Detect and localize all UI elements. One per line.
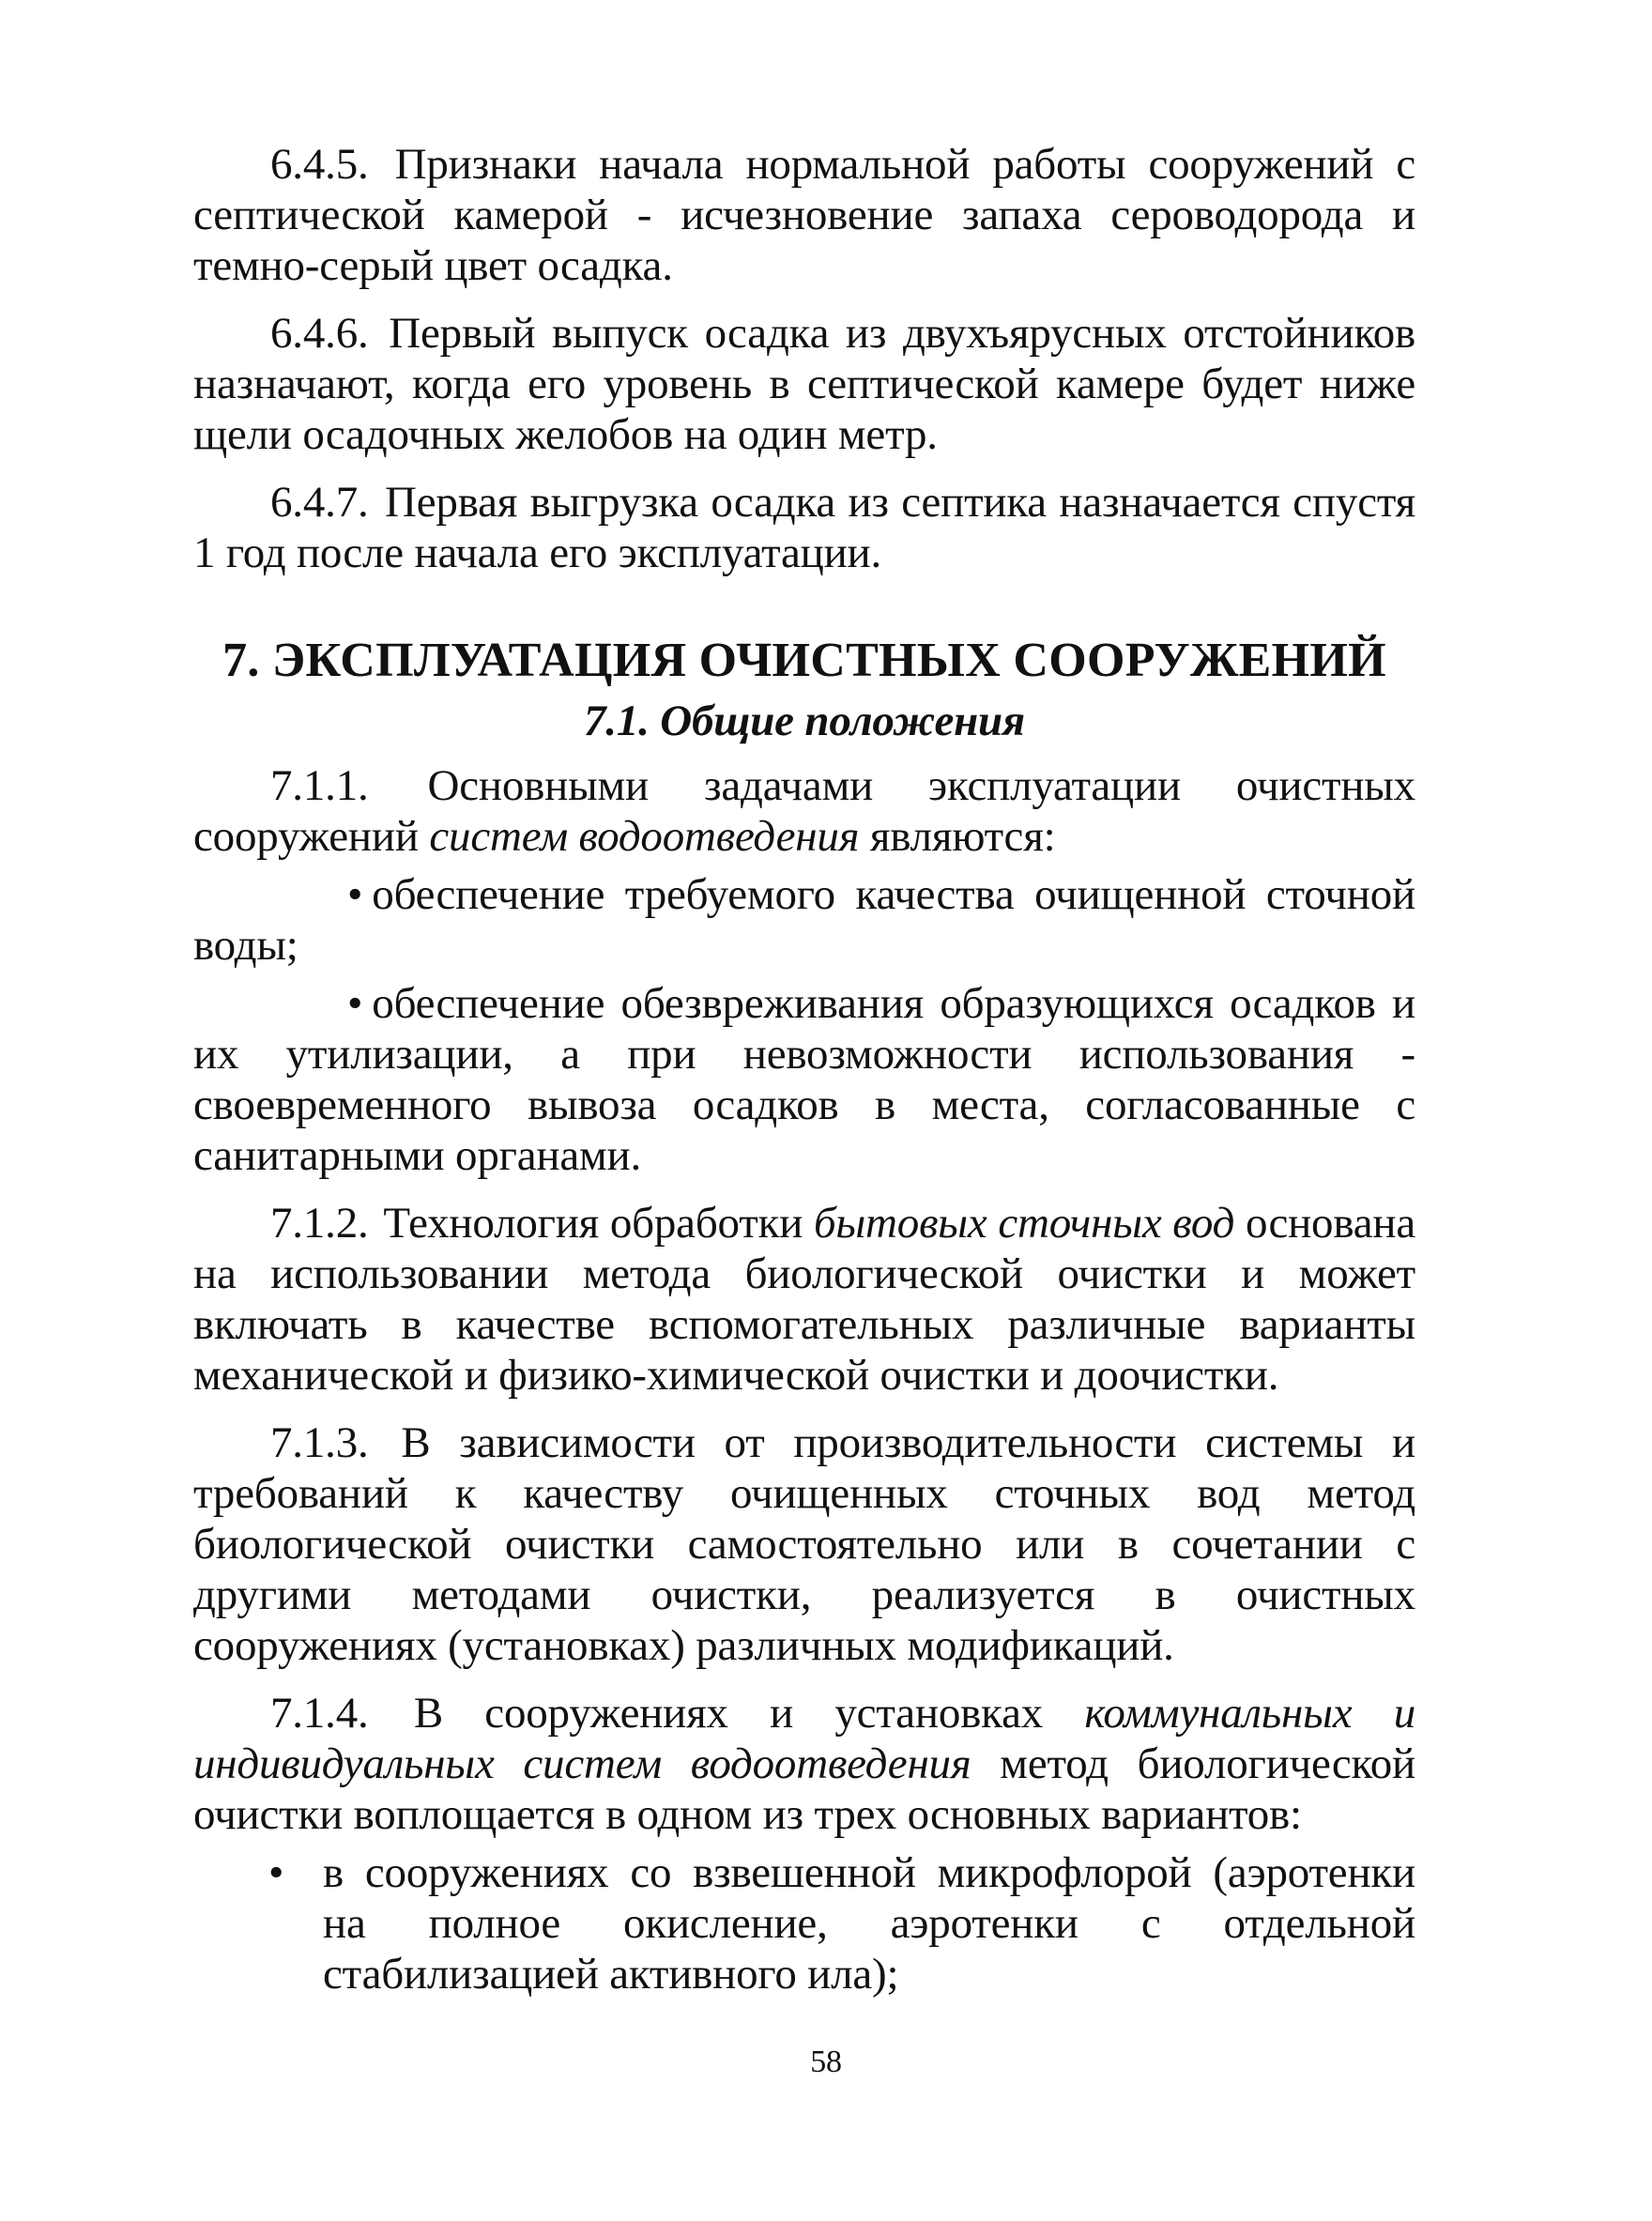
paragraph-7-1-4 <box>193 1688 1415 1840</box>
page-number: 58 <box>810 2045 842 2079</box>
paragraph-text-after: являются: <box>869 812 1056 861</box>
paragraph-text: Первый выпуск осадка из двухъярусных отстойников назначают, когда его уровень в септической камере будет ниже щели осадочных желобов на один метр. <box>193 309 1416 459</box>
paragraph-6-4-5 <box>193 139 1415 291</box>
paragraph-text-before: Технология обработки <box>383 1199 803 1248</box>
bullet-icon: • <box>347 870 363 919</box>
bullet-text: обеспечение обезвреживания образующихся осадков и их утилизации, а при невозможности использования - своевременного вывоза осадков в места, согласованные с санитарными органами. <box>193 979 1415 1180</box>
paragraph-text: В зависимости от производительности системы и требований к качеству очищенных сточных вод метод биологической очистки самостоятельно или в сочетании с другими методами очистки, реализуется в очистных сооружениях (установках) различных модификаций. <box>193 1418 1415 1670</box>
paragraph-number: 7.1.1. <box>270 761 369 810</box>
paragraph-number: 6.4.5. <box>270 140 369 189</box>
variant-list <box>193 1847 1415 1999</box>
paragraph-text: Первая выгрузка осадка из септика назначается спустя 1 год после начала его эксплуатации. <box>193 478 1415 577</box>
list-item-text: в сооружениях со взвешенной микрофлорой (аэротенки на полное окисление, аэротенки с отдельной стабилизацией активного ила); <box>323 1848 1415 1999</box>
paragraph-6-4-7 <box>193 477 1415 578</box>
bullet-icon: • <box>268 1848 284 1897</box>
bullet-item <box>193 869 1415 971</box>
paragraph-text-after: метод биологической очистки воплощается в одном из трех основных вариантов: <box>193 1739 1415 1839</box>
section-title: 7.1. Общие положения <box>584 697 1025 745</box>
paragraph-7-1-1 <box>193 760 1415 862</box>
paragraph-text-after: основана на использовании метода биологической очистки и может включать в качестве вспомогательных различные варианты механической и физико-химической очистки и доочистки. <box>193 1199 1415 1400</box>
emphasis-text: систем водоотведения <box>429 812 860 861</box>
bullet-text: обеспечение требуемого качества очищенной сточной воды; <box>193 870 1415 970</box>
paragraph-text-before: В сооружениях и установках <box>413 1689 1044 1738</box>
paragraph-text: Признаки начала нормальной работы сооружений с септической камерой - исчезновение запаха сероводорода и темно-серый цвет осадка. <box>193 140 1415 290</box>
paragraph-number: 6.4.6. <box>270 309 369 358</box>
paragraph-number: 6.4.7. <box>270 478 369 527</box>
list-item <box>193 1847 1415 1999</box>
emphasis-text: коммунальных и индивидуальных систем водоотведения <box>193 1689 1415 1788</box>
paragraph-7-1-3 <box>193 1417 1415 1671</box>
paragraph-7-1-2 <box>193 1198 1415 1401</box>
paragraph-number: 7.1.3. <box>270 1418 369 1467</box>
paragraph-number: 7.1.4. <box>270 1689 369 1738</box>
emphasis-text: бытовых сточных вод <box>813 1199 1235 1248</box>
bullet-item <box>193 978 1415 1181</box>
chapter-title: 7. ЭКСПЛУАТАЦИЯ ОЧИСТНЫХ СООРУЖЕНИЙ <box>222 634 1386 687</box>
paragraph-text-before: Основными задачами эксплуатации очистных сооружений <box>193 761 1415 861</box>
bullet-icon: • <box>347 979 363 1028</box>
paragraph-number: 7.1.2. <box>270 1199 369 1248</box>
paragraph-6-4-6 <box>193 308 1415 460</box>
